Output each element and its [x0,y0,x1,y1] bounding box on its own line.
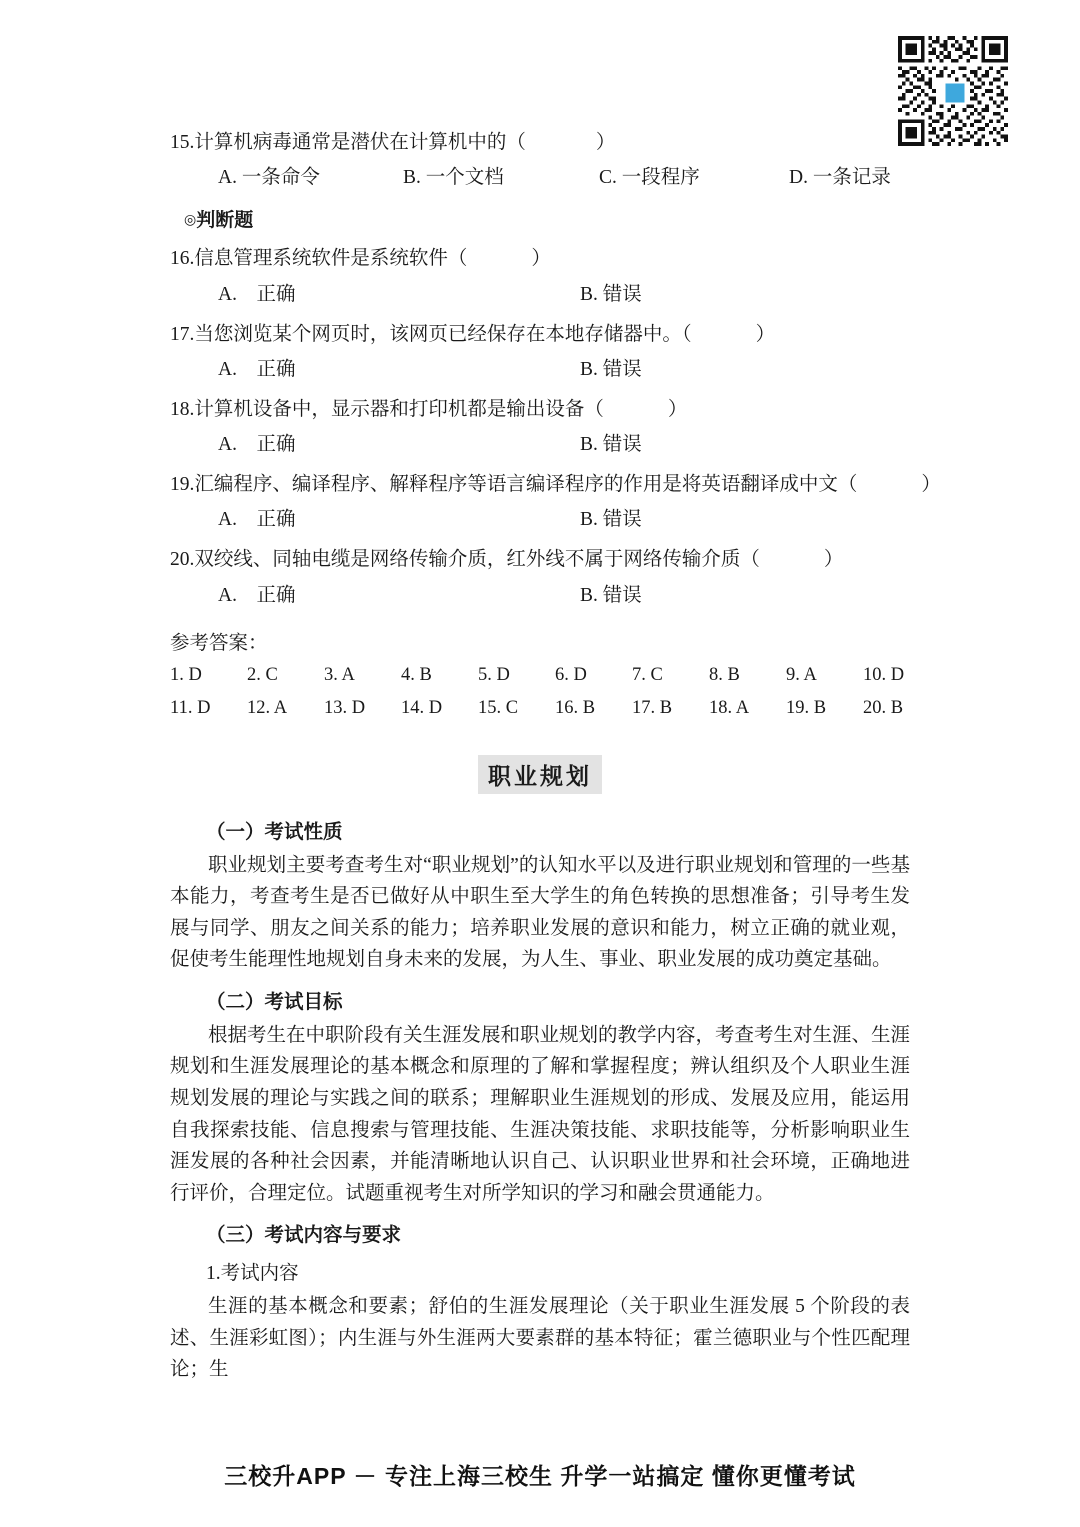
answer-item: 8. B [709,664,740,685]
question-text: 汇编程序、编译程序、解释程序等语言编译程序的作用是将英语翻译成中文（ [194,474,858,495]
option-true[interactable]: A. 正确 [218,584,296,606]
question-number: 15. [170,132,195,153]
question-text: 计算机设备中，显示器和打印机都是输出设备（ [194,398,604,420]
question-text: 双绞线、同轴电缆是网络传输介质，红外线不属于网络传输介质（ [194,549,760,571]
question-text: 计算机病毒通常是潜伏在计算机中的（ [194,132,526,153]
chapter-title-wrap [170,755,910,794]
question-19 [170,470,941,499]
option-true[interactable]: A. 正确 [218,358,296,380]
option-false[interactable]: B. 错误 [580,509,642,531]
option-false[interactable]: B. 错误 [580,283,642,305]
question-15 [170,128,910,157]
section-heading-2: （二）考试目标 [206,990,343,1013]
question-17-options [170,353,910,379]
answer-item: 20. B [863,697,904,718]
answer-item: 15. C [478,697,519,718]
question-17 [170,320,910,349]
question-text: 当您浏览某个网页时，该网页已经保存在本地存储器中。（ [194,323,692,345]
option-true[interactable]: A. 正确 [218,509,296,531]
section-subheading-3: 1.考试内容 [206,1263,299,1285]
page-footer: 三校升APP － 专注上海三校生 升学一站搞定 懂你更懂考试 [224,1463,856,1489]
question-number: 18. [170,398,195,420]
option-true[interactable]: A. 正确 [218,434,296,455]
section-paragraph-2: 根据考生在中职阶段有关生涯发展和职业规划的教学内容，考查考生对生涯、生涯规划和生涯发展理论的基本概念和原理的了解和掌握程度；辨认组织及个人职业生涯规划发展的理论与实践之间的联系；理解职业生涯规划的形成、发展及应用，能运用自我探索技能、信息搜索与管理技能、生涯决策技能、求职技能等，分析影响职业生涯发展的各种社会因素，并能清晰地认识自己、认识职业世界和社会环境，正确地进行评价，合理定位。试题重视考生对所学知识的学习和融会贯通能力。 [170,1024,911,1204]
answer-item: 7. C [632,664,663,685]
answer-item: 13. D [324,697,366,718]
answer-item: 12. A [247,697,288,718]
section-paragraph-1: 职业规划主要考查考生对“职业规划”的认知水平以及进行职业规划和管理的一些基本能力，考查考生是否已做好从中职生至大学生的角色转换的思想准备；引导考生发展与同学、朋友之间关系的能力；培养职业发展的意识和能力，树立正确的就业观，促使考生能理性地规划自身未来的发展，为人生、事业、职业发展的成功奠定基础。 [170,854,910,971]
answer-item: 10. D [863,664,905,685]
question-20-options [170,579,910,605]
question-number: 20. [170,549,195,571]
answer-item: 11. D [170,697,211,718]
answer-item: 6. D [555,664,587,685]
option-b[interactable]: B. 一个文档 [403,167,504,189]
answer-item: 5. D [478,664,510,685]
answer-item: 14. D [401,697,443,718]
section-heading-1: （一）考试性质 [206,820,343,843]
question-20 [170,545,910,574]
section-paragraph-3: 生涯的基本概念和要素；舒伯的生涯发展理论（关于职业生涯发展 5 个阶段的表述、生涯彩虹图）；内生涯与外生涯两大要素群的基本特征；霍兰德职业与个性匹配理论；生 [170,1296,910,1381]
answer-item: 1. D [170,664,202,685]
question-15-options [170,161,910,189]
option-a[interactable]: A. 一条命令 [218,167,320,189]
answer-item: 18. A [709,697,750,718]
question-number: 19. [170,474,195,495]
answers-title: 参考答案： [170,632,268,654]
question-18 [170,395,910,424]
question-paren-close: ） [531,248,551,270]
question-number: 17. [170,323,195,345]
bullet-icon: ◎ [184,211,197,228]
question-19-options [170,503,910,529]
question-paren-close: ） [823,549,844,571]
question-18-options [170,428,910,454]
option-d[interactable]: D. 一条记录 [789,167,891,189]
option-false[interactable]: B. 错误 [580,358,642,380]
question-16-options [170,278,910,304]
question-paren-close: ） [595,132,616,153]
answer-item: 16. B [555,697,596,718]
judge-section-label: 判断题 [196,210,254,232]
answer-item: 9. A [786,664,817,685]
question-paren-close: ） [755,323,776,345]
document-content [170,0,941,1386]
answers-row-2 [170,698,910,719]
question-16 [170,244,910,273]
answer-item: 4. B [401,664,432,685]
answer-item: 2. C [247,664,278,685]
option-false[interactable]: B. 错误 [580,434,642,455]
question-text: 信息管理系统软件是系统软件（ [194,248,468,270]
question-paren-close: ） [667,398,688,420]
option-false[interactable]: B. 错误 [580,584,642,606]
question-paren-close: ） [921,474,941,495]
question-number: 16. [170,248,195,270]
chapter-title: 职业规划 [478,755,602,794]
answers-row-1 [170,665,910,686]
answer-item: 17. B [632,697,673,718]
judge-section-heading [184,205,910,232]
section-heading-3: （三）考试内容与要求 [206,1224,402,1247]
option-true[interactable]: A. 正确 [218,283,296,305]
qr-code-icon [898,36,1008,146]
option-c[interactable]: C. 一段程序 [599,167,700,189]
answer-item: 3. A [324,664,355,685]
answer-item: 19. B [786,697,827,718]
